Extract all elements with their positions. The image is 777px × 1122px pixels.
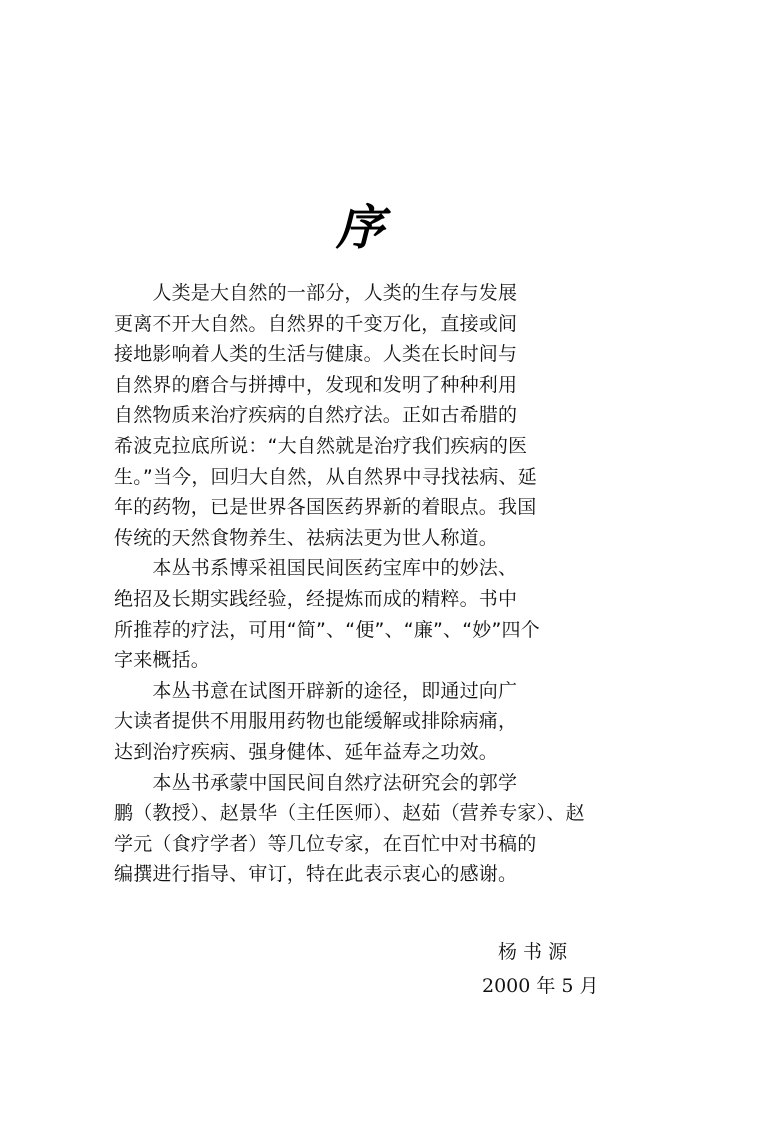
signature-date: 2000 年 5 月	[482, 975, 599, 997]
text-line: 字来概括。	[114, 649, 211, 672]
text-line: 希波克拉底所说：“大自然就是治疗我们疾病的医	[114, 434, 528, 457]
text-line: 生。”当今，回归大自然，从自然界中寻找祛病、延	[114, 465, 537, 488]
text-line: 传统的天然食物养生、祛病法更为世人称道。	[114, 526, 499, 549]
preface-body	[114, 278, 604, 890]
text-line: 本丛书系博采祖国民间医药宝库中的妙法、	[114, 557, 518, 580]
text-line: 编撰进行指导、审订，特在此表示衷心的感谢。	[114, 863, 518, 886]
author-name: 杨 书 源	[498, 941, 568, 963]
text-line: 年的药物，已是世界各国医药界新的着眼点。我国	[114, 496, 537, 519]
text-line: 绝招及长期实践经验，经提炼而成的精粹。书中	[114, 587, 518, 610]
text-line: 大读者提供不用服用药物也能缓解或排除病痛，	[114, 710, 518, 733]
text-line: 本丛书意在试图开辟新的途径，即通过向广	[114, 679, 518, 702]
text-line: 达到治疗疾病、强身健体、延年益寿之功效。	[114, 740, 499, 763]
text-line: 学元（食疗学者）等几位专家，在百忙中对书稿的	[114, 832, 537, 855]
text-line: 接地影响着人类的生活与健康。人类在长时间与	[114, 343, 518, 366]
text-line: 所推荐的疗法，可用“简”、“便”、“廉”、“妙”四个	[114, 618, 540, 641]
text-line: 鹏（教授）、赵景华（主任医师）、赵茹（营养专家）、赵	[114, 802, 585, 825]
preface-title: 序	[335, 200, 384, 256]
text-line: 更离不开大自然。自然界的千变万化，直接或间	[114, 312, 518, 335]
text-line: 人类是大自然的一部分，人类的生存与发展	[114, 282, 518, 304]
text-line: 本丛书承蒙中国民间自然疗法研究会的郭学	[114, 771, 518, 794]
text-line: 自然界的磨合与拼搏中，发现和发明了种种利用	[114, 373, 518, 396]
text-line: 自然物质来治疗疾病的自然疗法。正如古希腊的	[114, 404, 518, 427]
